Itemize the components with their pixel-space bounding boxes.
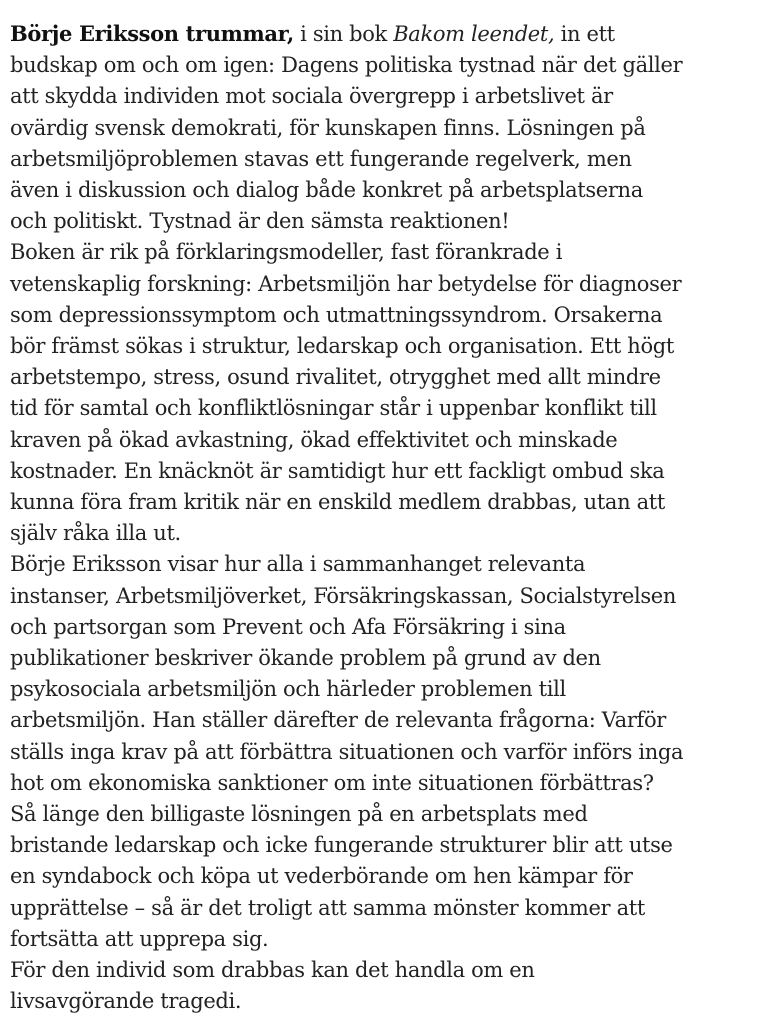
- text-line: livsavgörande tragedi.: [10, 989, 242, 1014]
- text-line: en syndabock och köpa ut vederbörande om hen kämpar för: [10, 864, 633, 889]
- text-line: Börje Eriksson visar hur alla i sammanhanget relevanta: [10, 552, 586, 577]
- text-line: budskap om och om igen: Dagens politiska tystnad när det gäller: [10, 53, 683, 78]
- text-line: arbetsmiljön. Han ställer därefter de relevanta frågorna: Varför: [10, 708, 666, 733]
- paragraph-2: [10, 237, 760, 549]
- text-line: fortsätta att upprepa sig.: [10, 926, 269, 951]
- text-line: och partsorgan som Prevent och Afa Försäkring i sina: [10, 614, 566, 639]
- text-line: instanser, Arbetsmiljöverket, Försäkringskassan, Socialstyrelsen: [10, 583, 677, 608]
- text-line: tid för samtal och konfliktlösningar står i uppenbar konflikt till: [10, 396, 657, 421]
- intro-text-end: in ett: [554, 22, 615, 46]
- text-line: Boken är rik på förklaringsmodeller, fast förankrade i: [10, 240, 563, 265]
- paragraph-3: [10, 549, 760, 799]
- text-line: psykosociala arbetsmiljön och härleder problemen till: [10, 677, 566, 702]
- text-line: vetenskaplig forskning: Arbetsmiljön har betydelse för diagnoser: [10, 271, 682, 296]
- text-line: ovärdig svensk demokrati, för kunskapen finns. Lösningen på: [10, 115, 646, 140]
- paragraph-4: [10, 799, 760, 955]
- text-line: publikationer beskriver ökande problem på grund av den: [10, 646, 601, 671]
- text-line: upprättelse – så är det troligt att samma mönster kommer att: [10, 895, 645, 920]
- text-line: att skydda individen mot sociala övergrepp i arbetslivet är: [10, 84, 613, 109]
- text-line: kunna föra fram kritik när en enskild medlem drabbas, utan att: [10, 490, 665, 515]
- text-line: ställs inga krav på att förbättra situationen och varför införs inga: [10, 739, 684, 764]
- text-line: själv råka illa ut.: [10, 521, 181, 546]
- text-line: bristande ledarskap och icke fungerande strukturer blir att utse: [10, 833, 673, 858]
- paragraph-1: [10, 18, 760, 237]
- text-line: bör främst sökas i struktur, ledarskap och organisation. Ett högt: [10, 334, 674, 359]
- text-line: arbetsmiljöproblemen stavas ett fungerande regelverk, men: [10, 146, 632, 171]
- text-line: arbetstempo, stress, osund rivalitet, otrygghet med allt mindre: [10, 365, 661, 390]
- text-line: och politiskt. Tystnad är den sämsta reaktionen!: [10, 209, 510, 234]
- intro-text: i sin bok: [293, 22, 394, 46]
- text-line: hot om ekonomiska sanktioner om inte situationen förbättras?: [10, 770, 654, 795]
- text-line: kraven på ökad avkastning, ökad effektivitet och minskade: [10, 427, 618, 452]
- book-title: Bakom leendet,: [393, 22, 555, 46]
- text-line: kostnader. En knäcknöt är samtidigt hur ett fackligt ombud ska: [10, 458, 665, 483]
- text-line: För den individ som drabbas kan det handla om en: [10, 958, 535, 983]
- text-line: även i diskussion och dialog både konkret på arbetsplatserna: [10, 178, 643, 203]
- lead-author-phrase: Börje Eriksson trummar,: [10, 21, 294, 46]
- text-line: som depressionssymptom och utmattningssyndrom. Orsakerna: [10, 302, 663, 327]
- paragraph-5: [10, 955, 760, 1017]
- text-line: [10, 18, 760, 50]
- text-line: Så länge den billigaste lösningen på en arbetsplats med: [10, 802, 588, 827]
